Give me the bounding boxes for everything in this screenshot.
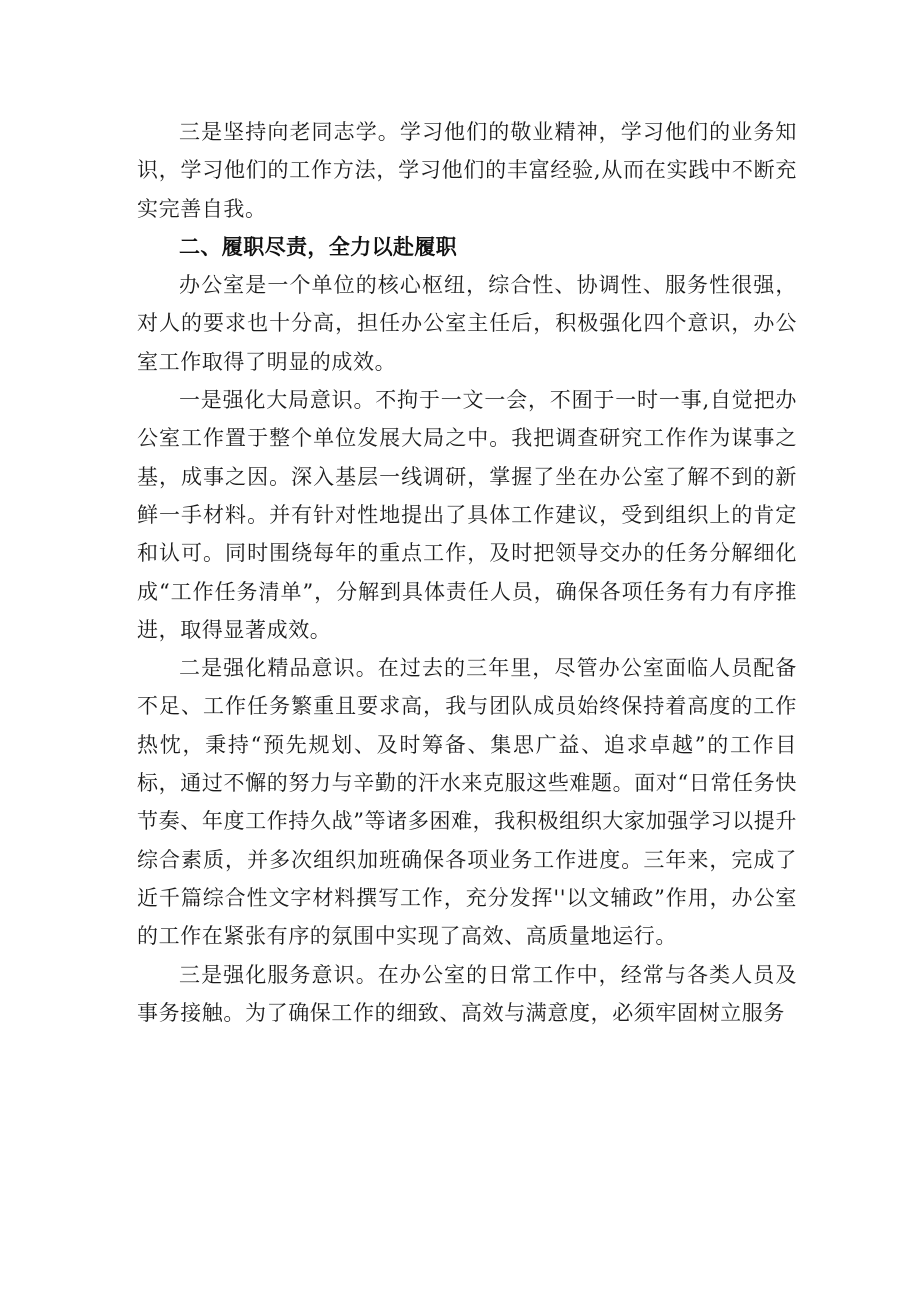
paragraph-overall-awareness: 一是强化大局意识。不拘于一文一会，不囿于一时一事,自觉把办公室工作置于整个单位发展大局之中。我把调查研究工作作为谋事之基，成事之因。深入基层一线调研，掌握了坐在办公室了解不到的新鲜一手材料。并有针对性地提出了具体工作建议，受到组织上的肯定和认可。同时围绕每年的重点工作，及时把领导交办的任务分解细化成“工作任务清单”，分解到具体责任人员，确保各项任务有力有序推进，取得显著成效。	[137, 388, 797, 642]
section-heading: 二、履职尽责，全力以赴履职	[179, 234, 458, 259]
paragraph-quality-awareness: 二是强化精品意识。在过去的三年里，尽管办公室面临人员配备不足、工作任务繁重且要求高，我与团队成员始终保持着高度的工作热忱，秉持“预先规划、及时筹备、集思广益、追求卓越”的工作目标，通过不懈的努力与辛勤的汗水来克服这些难题。面对“日常任务快节奏、年度工作持久战”等诸多困难，我积极组织大家加强学习以提升综合素质，并多次组织加班确保各项业务工作进度。三年来，完成了近千篇综合性文字材料撰写工作，充分发挥''以文辅政”作用，办公室的工作在紧张有序的氛围中实现了高效、高质量地运行。	[137, 656, 797, 949]
paragraph-office-intro: 办公室是一个单位的核心枢纽，综合性、协调性、服务性很强，对人的要求也十分高，担任办公室主任后，积极强化四个意识，办公室工作取得了明显的成效。	[137, 273, 797, 374]
paragraph-learn-from-veterans: 三是坚持向老同志学。学习他们的敬业精神，学习他们的业务知识，学习他们的工作方法，学习他们的丰富经验,从而在实践中不断充实完善自我。	[137, 120, 797, 221]
paragraph-service-awareness: 三是强化服务意识。在办公室的日常工作中，经常与各类人员及事务接触。为了确保工作的细致、高效与满意度，必须牢固树立服务	[137, 962, 797, 1025]
document-body	[137, 113, 797, 1032]
